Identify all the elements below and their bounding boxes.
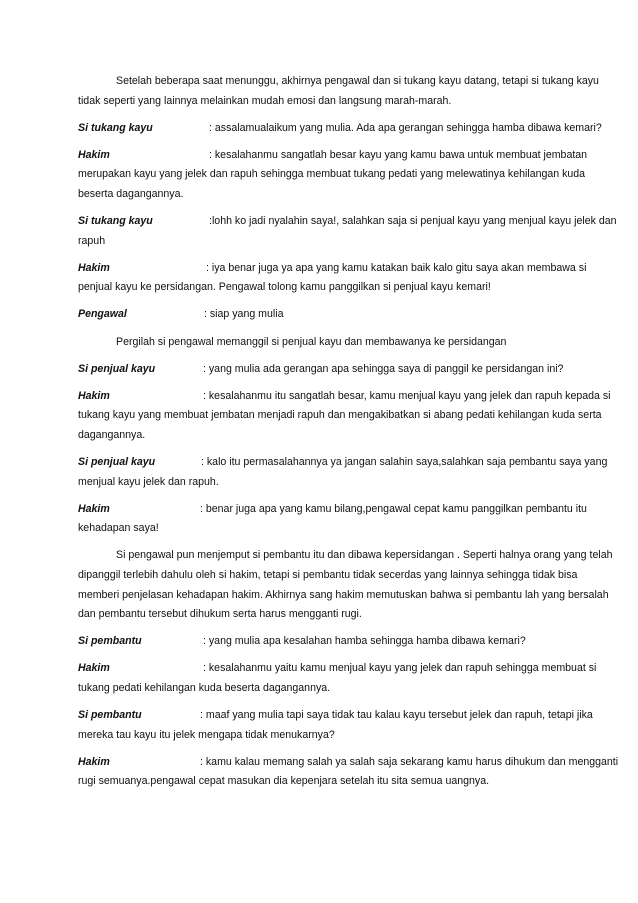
dialogue-line (78, 119, 620, 139)
speech-text: : kalo itu permasalahannya ya jangan salahin saya,salahkan saja pembantu saya yang menjual kayu jelek dan rapuh. (78, 456, 608, 488)
dialogue-line (78, 706, 620, 745)
dialogue-line (78, 259, 620, 298)
speech-text: : kesalahanmu sangatlah besar kayu yang kamu bawa untuk membuat jembatan merupakan kayu yang jelek dan rapuh sehingga membuat tukang pedati yang melewatinya kehilangan kuda beserta dagangannya. (78, 148, 588, 200)
speech-text: : siap yang mulia (204, 308, 284, 321)
dialogue-line (78, 659, 620, 698)
narration-paragraph (78, 72, 620, 111)
speaker-name: Hakim (78, 662, 110, 675)
speech-text: :lohh ko jadi nyalahin saya!, salahkan saja si penjual kayu yang menjual kayu jelek dan rapuh (78, 215, 617, 247)
narration-paragraph (78, 333, 620, 353)
document-page (78, 72, 620, 799)
speech-text: : kesalahanmu itu sangatlah besar, kamu menjual kayu yang jelek dan rapuh kepada si tukang kayu yang membuat jembatan menjadi rapuh dan mengakibatkan si abang pedati kehilangan kuda serta dagangannya. (78, 389, 611, 441)
speech-text: : kamu kalau memang salah ya salah saja sekarang kamu harus dihukum dan mengganti rugi semuanya.pengawal cepat masukan dia kepenjara setelah itu sita semua uangnya. (78, 755, 619, 788)
speech-text: : yang mulia apa kesalahan hamba sehingga hamba dibawa kemari? (203, 635, 526, 648)
speaker-name: Si penjual kayu (78, 362, 156, 375)
dialogue-line (78, 360, 620, 380)
speaker-name: Si pembantu (78, 709, 142, 722)
speech-text: : maaf yang mulia tapi saya tidak tau kalau kayu tersebut jelek dan rapuh, tetapi jika mereka tau kayu itu jelek mengapa tidak menukarnya? (78, 709, 593, 741)
speech-text: : assalamualaikum yang mulia. Ada apa gerangan sehingga hamba dibawa kemari? (209, 121, 602, 134)
speaker-name: Pengawal (78, 308, 127, 321)
speaker-name: Si tukang kayu (78, 215, 153, 228)
speaker-name: Hakim (78, 261, 110, 274)
dialogue-line (78, 146, 620, 205)
dialogue-line (78, 305, 620, 325)
speaker-name: Hakim (78, 755, 110, 768)
dialogue-line (78, 632, 620, 652)
speaker-name: Si pembantu (78, 635, 142, 648)
speaker-name: Hakim (78, 148, 110, 161)
speech-text: : kesalahanmu yaitu kamu menjual kayu yang jelek dan rapuh sehingga membuat si tukang pedati kehilangan kuda beserta dagangannya. (78, 662, 597, 694)
speech-text: : benar juga apa yang kamu bilang,pengawal cepat kamu panggilkan pembantu itu kehadapan saya! (78, 502, 587, 535)
dialogue-line (78, 387, 620, 446)
dialogue-line (78, 453, 620, 492)
narration-text: Pergilah si pengawal memanggil si penjual kayu dan membawanya ke persidangan (116, 335, 507, 348)
speaker-name: Hakim (78, 502, 110, 515)
speaker-name: Hakim (78, 389, 110, 402)
narration-text: Setelah beberapa saat menunggu, akhirnya pengawal dan si tukang kayu datang, tetapi si tukang kayu tidak seperti yang lainnya melainkan mudah emosi dan langsung marah-marah. (78, 75, 599, 107)
dialogue-line (78, 500, 620, 539)
dialogue-line (78, 212, 620, 251)
speaker-name: Si tukang kayu (78, 121, 153, 134)
speech-text: : iya benar juga ya apa yang kamu katakan baik kalo gitu saya akan membawa si penjual kayu ke persidangan. Pengawal tolong kamu panggilkan si penjual kayu kemari! (78, 261, 587, 294)
speech-text: : yang mulia ada gerangan apa sehingga saya di panggil ke persidangan ini? (203, 362, 564, 375)
dialogue-line (78, 753, 620, 792)
speaker-name: Si penjual kayu (78, 456, 156, 468)
narration-text: Si pengawal pun menjemput si pembantu itu dan dibawa kepersidangan . Seperti halnya orang yang telah dipanggil terlebih dahulu oleh si hakim, tetapi si pembantu tidak secerdas yang lainnya sehingga tidak bisa memberi penjelasan kehadapan hakim. Akhirnya sang hakim memutuskan bahwa si pembantu lah yang bersalah dan pembantu tersebut dihukum serta harus mengganti rugi. (78, 549, 613, 621)
narration-paragraph (78, 546, 620, 624)
